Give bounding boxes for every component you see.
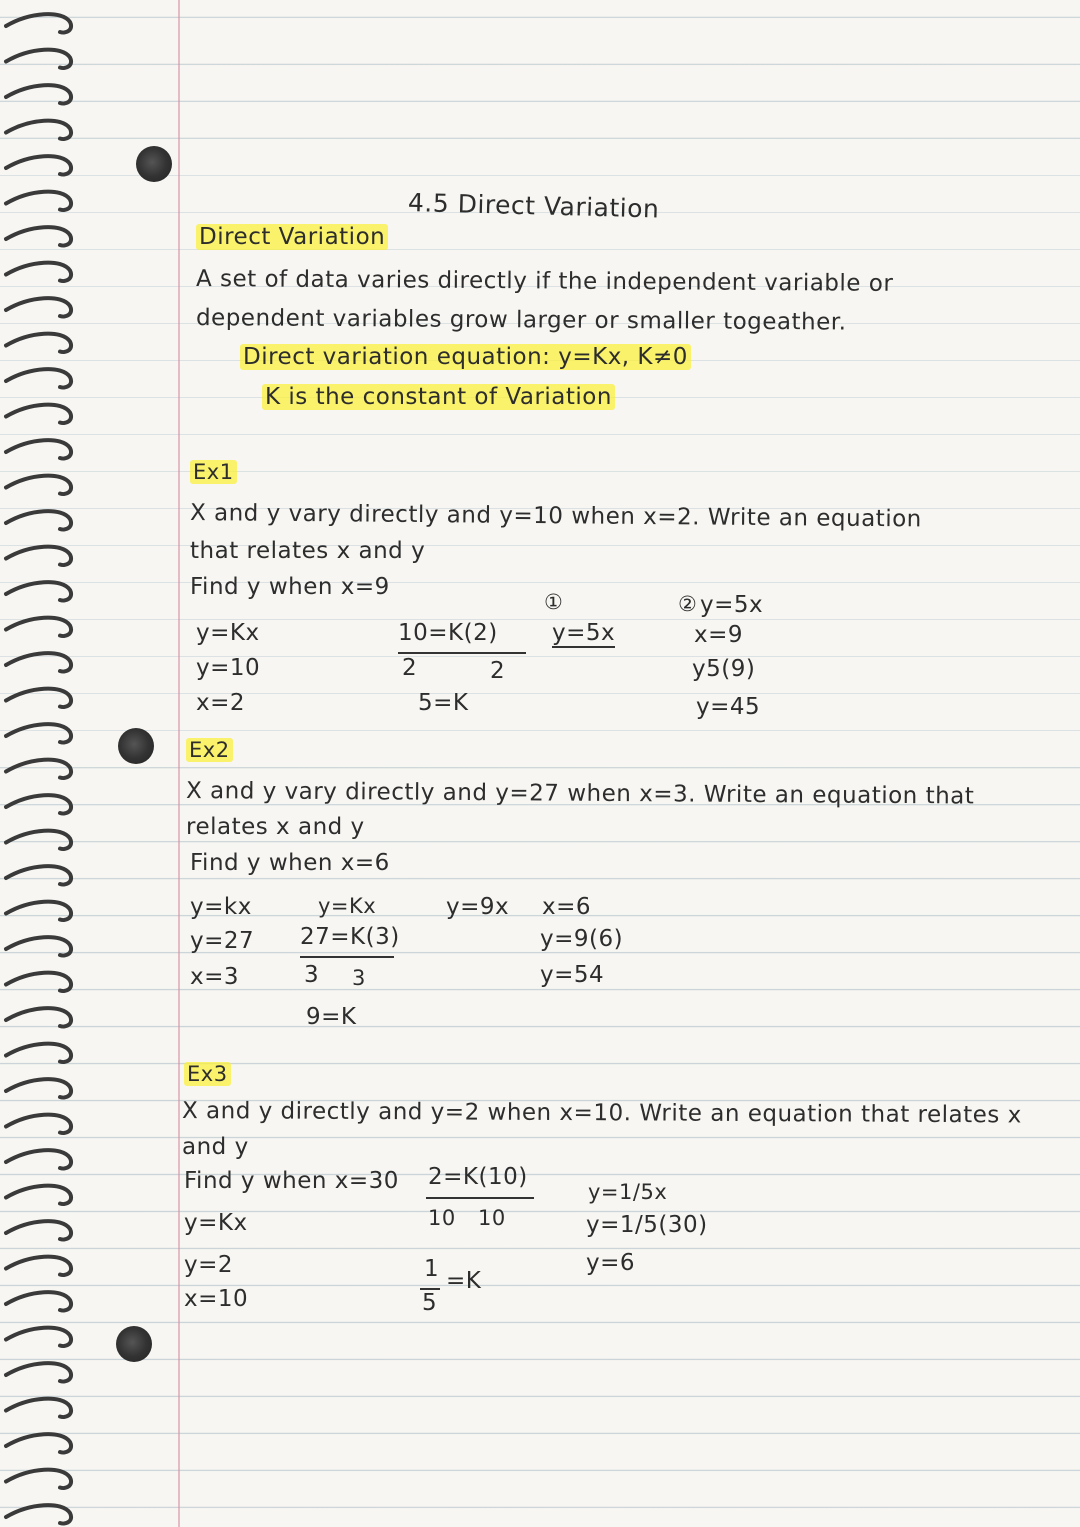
- spiral-coil: [6, 1328, 71, 1346]
- spiral-coil: [6, 760, 71, 778]
- spiral-coil: [6, 192, 71, 210]
- ex2-solve-divisor-2: 3: [352, 966, 366, 990]
- ex3-k-denominator: 5: [422, 1290, 438, 1316]
- ex1-problem-line-1: X and y vary directly and y=10 when x=2. Write an equation: [189, 500, 922, 533]
- spiral-coil: [6, 1008, 71, 1026]
- spiral-coil: [6, 1221, 71, 1239]
- ex3-solve-divisor-1: 10: [428, 1206, 456, 1230]
- punch-hole-top: [136, 146, 172, 182]
- spiral-coil: [6, 937, 71, 955]
- ex3-problem-line-2: and y: [182, 1134, 249, 1160]
- spiral-coil: [6, 1257, 71, 1275]
- ex1-given-1: y=Kx: [196, 620, 260, 646]
- spiral-coil: [6, 1434, 71, 1452]
- constant-of-variation: K is the constant of Variation: [262, 384, 615, 410]
- ex2-solve-divisor-1: 3: [304, 962, 320, 988]
- spiral-coil: [6, 1115, 71, 1133]
- spiral-binding: [0, 0, 80, 1527]
- spiral-coil: [6, 973, 71, 991]
- definition-line-2: dependent variables grow larger or smaller togeather.: [195, 305, 847, 336]
- ex1-final-2: x=9: [694, 622, 744, 648]
- definition-line-1: A set of data varies directly if the independent variable or: [195, 266, 894, 297]
- spiral-coil: [6, 724, 71, 742]
- spiral-coil: [6, 831, 71, 849]
- spiral-coil: [6, 121, 71, 139]
- direct-variation-equation: Direct variation equation: y=Kx, K≠0: [240, 344, 691, 370]
- spiral-coil: [6, 227, 71, 245]
- spiral-coil: [6, 547, 71, 565]
- spiral-coil: [6, 1470, 71, 1488]
- spiral-coil: [6, 1044, 71, 1062]
- ex2-final-1: x=6: [542, 894, 592, 920]
- ex3-final-1: y=1/5x: [588, 1180, 668, 1204]
- spiral-coil: [6, 1079, 71, 1097]
- ex2-equation: y=9x: [446, 894, 510, 920]
- spiral-coil: [6, 298, 71, 316]
- margin-line: [178, 0, 180, 1527]
- ex3-given-1: y=Kx: [184, 1210, 248, 1236]
- ex3-label: Ex3: [184, 1062, 231, 1086]
- spiral-coil: [6, 1363, 71, 1381]
- spiral-coil: [6, 14, 71, 32]
- ex3-k-result: =K: [446, 1268, 482, 1294]
- spiral-coil: [6, 50, 71, 68]
- ex1-solve-1: 10=K(2): [398, 620, 498, 646]
- ex2-problem-line-2: relates x and y: [186, 814, 365, 840]
- definition-heading: Direct Variation: [196, 224, 388, 250]
- ex2-solve-1: y=Kx: [318, 894, 377, 918]
- ex3-final-3: y=6: [586, 1250, 636, 1276]
- ex3-k-numerator: 1: [424, 1256, 440, 1282]
- ex2-solve-2: 27=K(3): [300, 924, 400, 950]
- spiral-coil: [6, 795, 71, 813]
- ex3-solve-1: 2=K(10): [428, 1164, 528, 1190]
- spiral-coil: [6, 866, 71, 884]
- spiral-coil: [6, 1292, 71, 1310]
- spiral-coil: [6, 1150, 71, 1168]
- page-title: 4.5 Direct Variation: [407, 188, 660, 224]
- spiral-coil: [6, 405, 71, 423]
- ex2-final-2: y=9(6): [540, 926, 624, 952]
- spiral-coil: [6, 653, 71, 671]
- ex1-solve-result: 5=K: [418, 690, 469, 716]
- ex3-given-3: x=10: [184, 1286, 249, 1312]
- ex1-final-3: y5(9): [692, 656, 756, 682]
- ex1-find: Find y when x=9: [190, 574, 390, 600]
- ex3-solve-divisor-2: 10: [478, 1206, 506, 1230]
- ex1-fraction-bar: [398, 652, 526, 654]
- ex2-given-3: x=3: [190, 964, 240, 990]
- spiral-coil: [6, 511, 71, 529]
- ex1-problem-line-2: that relates x and y: [190, 538, 426, 564]
- spiral-coil: [6, 1186, 71, 1204]
- ex2-label: Ex2: [186, 738, 233, 762]
- spiral-coil: [6, 902, 71, 920]
- ex2-fraction-bar: [300, 956, 394, 958]
- ex1-solve-divisor-2: 2: [490, 658, 506, 684]
- ex2-final-3: y=54: [540, 962, 605, 988]
- ex2-given-1: y=kx: [190, 894, 252, 920]
- spiral-coil: [6, 689, 71, 707]
- ex1-final-4: y=45: [696, 694, 761, 720]
- spiral-coil: [6, 440, 71, 458]
- ex2-given-2: y=27: [190, 928, 255, 954]
- ex1-step1-equation: y=5x: [552, 620, 616, 646]
- ex2-solve-result: 9=K: [306, 1004, 357, 1030]
- spiral-coil: [6, 263, 71, 281]
- ex3-fraction-bar: [426, 1197, 534, 1199]
- ex2-find: Find y when x=6: [190, 850, 390, 876]
- spiral-coil: [6, 334, 71, 352]
- ex1-label: Ex1: [190, 460, 237, 484]
- spiral-coil: [6, 1399, 71, 1417]
- ex3-final-2: y=1/5(30): [586, 1212, 708, 1238]
- ex1-step1-marker: ①: [544, 590, 564, 614]
- ex1-solve-divisor-1: 2: [402, 655, 418, 681]
- spiral-coil: [6, 582, 71, 600]
- spiral-coil: [6, 85, 71, 103]
- punch-hole-bottom: [116, 1326, 152, 1362]
- spiral-coil: [6, 156, 71, 174]
- ex2-problem-line-1: X and y vary directly and y=27 when x=3. Write an equation that: [185, 778, 975, 810]
- punch-hole-middle: [118, 728, 154, 764]
- ex1-given-3: x=2: [196, 690, 246, 716]
- ex1-given-2: y=10: [196, 655, 261, 681]
- ex3-given-2: y=2: [184, 1252, 234, 1278]
- spiral-coil: [6, 618, 71, 636]
- ex3-problem-line-1: X and y directly and y=2 when x=10. Write an equation that relates x: [181, 1098, 1022, 1129]
- ex3-find: Find y when x=30: [184, 1168, 399, 1194]
- spiral-coil: [6, 1505, 71, 1523]
- spiral-coil: [6, 476, 71, 494]
- ex1-final-1: y=5x: [700, 592, 764, 618]
- ex1-step2-marker: ②: [678, 592, 698, 616]
- spiral-coil: [6, 369, 71, 387]
